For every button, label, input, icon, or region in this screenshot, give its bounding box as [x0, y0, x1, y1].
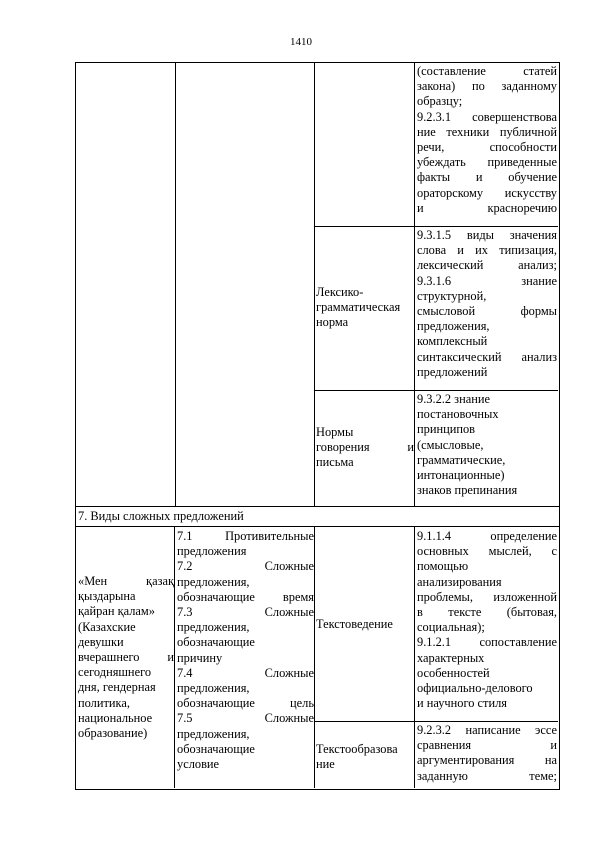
- section-heading: 7. Виды сложных предложений: [78, 509, 244, 523]
- cell-lexico-grammatical-norm: Лексико- грамматическая норма: [316, 285, 401, 330]
- row-divider-2: [314, 390, 558, 391]
- row-divider-3: [314, 721, 558, 722]
- col-divider-4: [174, 526, 175, 788]
- cell-sentence-types: 7.1 Противительные предложения 7.2 Сложные предложения, обозначающие время 7.3 Сложные предложения, обозначающие причину 7.4 Сложные предложения, обозначающие цель 7.5 Сложные предложения, обозначающие условие: [177, 529, 314, 772]
- cell-theme: «Мен қазақ қыздарына қайран қалам» (Казахские девушки вчерашнего и сегодняшнего дня, гендерная политика, национальное образование): [78, 574, 174, 741]
- section-heading-top: [75, 506, 559, 507]
- page-number: 1410: [290, 36, 312, 48]
- cell-lexico-standards: 9.3.1.5 виды значения слова и их типизация, лексический анализ; 9.3.1.6 знание структурной, смысловой формы предложения, комплексный синтаксический анализ предложений: [417, 228, 557, 379]
- cell-punctuation-standards: 9.3.2.2 знание постановочных принципов (смысловые, грамматические, интонационные) знаков препинания: [417, 392, 518, 498]
- col-divider-3: [414, 62, 415, 506]
- cell-text-production: Текстообразова ние: [316, 742, 398, 772]
- row-divider-1: [314, 226, 558, 227]
- cell-text-studies-standards: 9.1.1.4 определение основных мыслей, с помощью анализирования проблемы, изложенной в тексте (бытовая, социальная); 9.1.2.1 сопоставление характерных особенностей официально-делового и научного стиля: [417, 529, 557, 711]
- cell-text-production-standards: 9.2.3.2 написание эссе сравнения и аргументирования на заданную теме;: [417, 723, 557, 783]
- col-divider-5: [314, 526, 315, 788]
- col-divider-1: [175, 62, 176, 506]
- section-heading-bottom: [75, 526, 559, 527]
- col-divider-6: [414, 526, 415, 788]
- cell-speech-writing-norms: Нормы говорения и письма: [316, 425, 414, 470]
- cell-standards-continued: (составление статей закона) по заданному образцу; 9.2.3.1 совершенствова ние техники публичной речи, способности убеждать приведенные факты и обучение ораторскому искусству и красноречию: [417, 64, 557, 215]
- col-divider-2: [314, 62, 315, 506]
- cell-text-studies: Текстоведение: [316, 617, 393, 631]
